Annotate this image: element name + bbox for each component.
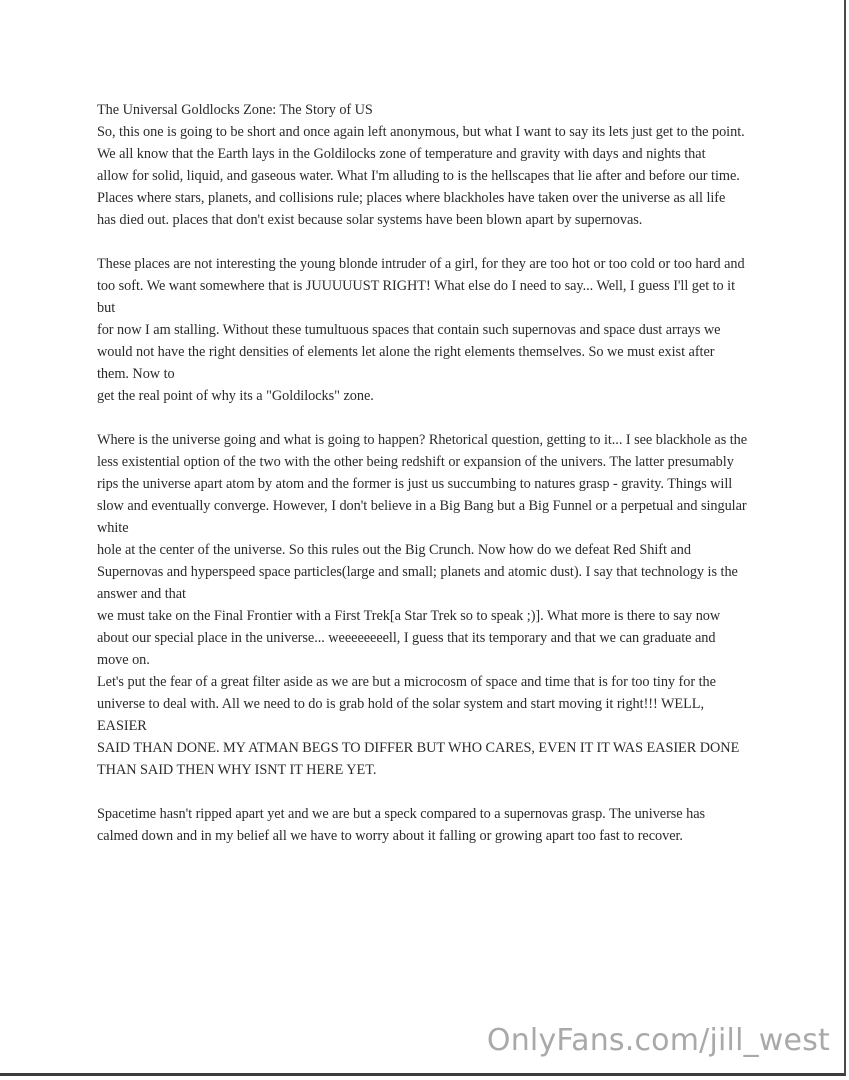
- paragraph-line: So, this one is going to be short and once again left anonymous, but what I want to say its lets just get to the point. We all know that the Earth lays in the Goldilocks zone of temperature and gravity with days and nights that: [97, 124, 745, 162]
- document-title: The Universal Goldlocks Zone: The Story of US: [97, 102, 373, 118]
- paragraph-line: get the real point of why its a "Goldilocks" zone.: [97, 388, 374, 404]
- paragraph-line: hole at the center of the universe. So this rules out the Big Crunch. Now how do we defeat Red Shift and Supernovas and hyperspeed space particles(large and small; planets and atomic dust). I say that technology is the answer and that: [97, 542, 738, 602]
- paragraph-4: [97, 803, 749, 847]
- paragraph-line: Let's put the fear of a great filter aside as we are but a microcosm of space and time that is for too tiny for the universe to deal with. All we need to do is grab hold of the solar system and start moving it right!!! WELL, EASIER: [97, 674, 716, 734]
- paragraph-line: has died out. places that don't exist because solar systems have been blown apart by supernovas.: [97, 212, 643, 228]
- paragraph-line: we must take on the Final Frontier with a First Trek[a Star Trek so to speak ;)]. What more is there to say now about our special place in the universe... weeeeeeeell, I guess that its temporary and that we can graduate and move on.: [97, 608, 721, 668]
- paragraph-3: [97, 429, 749, 781]
- paragraph-gap: [97, 231, 749, 253]
- paragraph-line: Spacetime hasn't ripped apart yet and we are but a speck compared to a supernovas grasp. The universe has calmed down and in my belief all we have to worry about it falling or growing apart too fast to recover.: [97, 806, 706, 844]
- document-body: [97, 99, 749, 847]
- paragraph-line: allow for solid, liquid, and gaseous water. What I'm alluding to is the hellscapes that lie after and before our time. Places where stars, planets, and collisions rule; places where blackholes have taken over the universe as all life: [97, 168, 740, 206]
- paragraph-gap: [97, 781, 749, 803]
- paragraph-1: [97, 121, 749, 231]
- paragraph-line: rips the universe apart atom by atom and the former is just us succumbing to natures grasp - gravity. Things will slow and eventually converge. However, I don't believe in a Big Bang but a Big Funnel or a perpetual and singular white: [97, 476, 747, 536]
- paragraph-2: [97, 253, 749, 407]
- watermark: OnlyFans.com/jill_west: [486, 1023, 830, 1058]
- paragraph-line: These places are not interesting the young blonde intruder of a girl, for they are too hot or too cold or too hard and too soft. We want somewhere that is JUUUUUST RIGHT! What else do I need to say... Well, I guess I'll get to it but: [97, 256, 745, 316]
- paragraph-line: SAID THAN DONE. MY ATMAN BEGS TO DIFFER BUT WHO CARES, EVEN IT IT WAS EASIER DONE THAN SAID THEN WHY ISNT IT HERE YET.: [97, 740, 740, 778]
- paragraph-gap: [97, 407, 749, 429]
- paragraph-line: for now I am stalling. Without these tumultuous spaces that contain such supernovas and space dust arrays we would not have the right densities of elements let alone the right elements themselves. So we must exist after them. Now to: [97, 322, 721, 382]
- paragraph-line: Where is the universe going and what is going to happen? Rhetorical question, getting to it... I see blackhole as the less existential option of the two with the other being redshift or expansion of the univers. The latter presumably: [97, 432, 748, 470]
